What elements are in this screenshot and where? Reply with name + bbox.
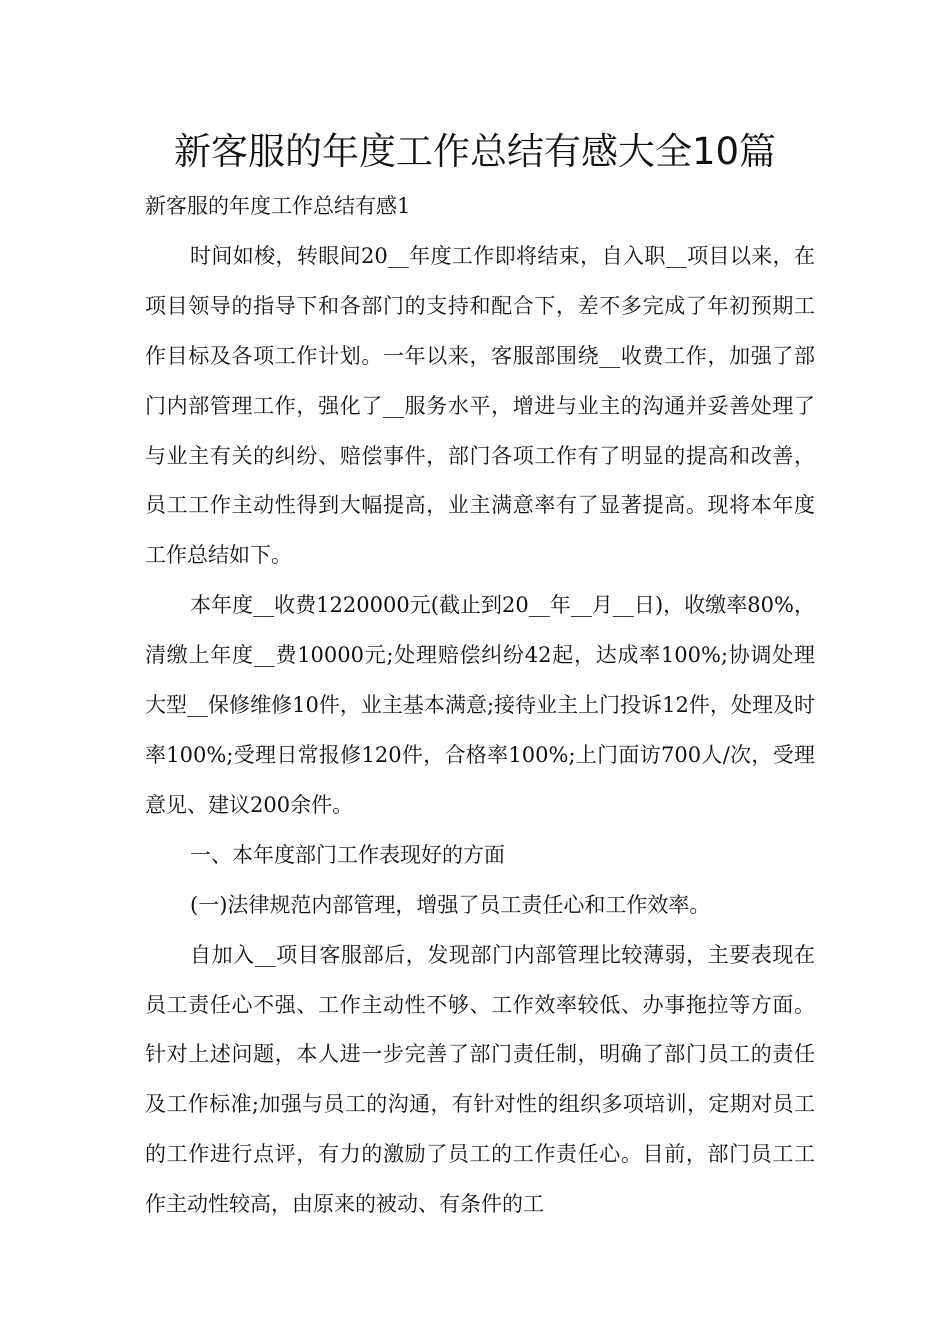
- document-subtitle: 新客服的年度工作总结有感1: [145, 194, 411, 218]
- document-title: 新客服的年度工作总结有感大全10篇: [173, 130, 777, 173]
- paragraph-statistics: 本年度__收费1220000元(截止到20__年__月__日)，收缴率80%，清缴上年度__费10000元;处理赔偿纠纷42起，达成率100%;协调处理大型__保修维修10件，业主基本满意;接待业主上门投诉12件，处理及时率100%;受理日常报修120件，合格率100%;上门面访700人/次，受理意见、建议200余件。: [145, 593, 815, 817]
- paragraph-intro: 时间如梭，转眼间20__年度工作即将结束，自入职__项目以来，在项目领导的指导下和各部门的支持和配合下，差不多完成了年初预期工作目标及各项工作计划。一年以来，客服部围绕__收费工作，加强了部门内部管理工作，强化了__服务水平，增进与业主的沟通并妥善处理了与业主有关的纠纷、赔偿事件，部门各项工作有了明显的提高和改善，员工工作主动性得到大幅提高，业主满意率有了显著提高。现将本年度工作总结如下。: [145, 243, 815, 568]
- subsection-heading: (一)法律规范内部管理，增强了员工责任心和工作效率。: [190, 892, 711, 917]
- paragraph-management: 自加入__项目客服部后，发现部门内部管理比较薄弱，主要表现在员工责任心不强、工作主动性不够、工作效率较低、办事拖拉等方面。针对上述问题，本人进一步完善了部门责任制，明确了部门员工的责任及工作标准;加强与员工的沟通，有针对性的组织多项培训，定期对员工的工作进行点评，有力的激励了员工的工作责任心。目前，部门员工工作主动性较高，由原来的被动、有条件的工: [145, 942, 815, 1217]
- section-heading: 一、本年度部门工作表现好的方面: [190, 842, 505, 867]
- document-body: [145, 182, 815, 1230]
